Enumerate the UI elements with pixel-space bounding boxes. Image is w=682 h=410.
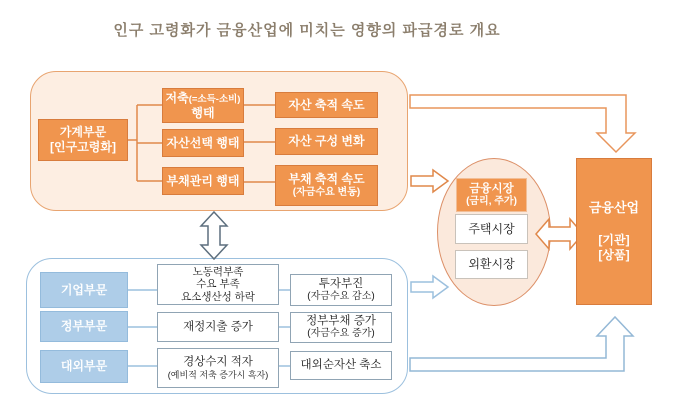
external-result-label: 대외순자산 축소 (300, 359, 382, 372)
financial-industry-products: [상품] (598, 247, 630, 262)
household-to-industry-elbow-arrow-icon (410, 95, 635, 152)
corporate-effect-line1: 노동력부족 (192, 265, 244, 278)
corporate-result-line1: 투자부진 (318, 277, 364, 290)
external-effect-line1: 경상수지 적자 (183, 356, 253, 369)
housing-market-label: 주택시장 (468, 221, 515, 236)
savings-behavior-box (162, 88, 244, 123)
savings-line2: 행태 (191, 105, 215, 120)
household-sector-box (38, 119, 128, 161)
savings-line1 (166, 91, 241, 106)
debt-management-label: 부채관리 행태 (166, 173, 240, 188)
household-to-market-arrow-icon (411, 170, 448, 192)
sectors-to-industry-elbow-arrow-icon (410, 317, 633, 371)
corporate-effect-line3: 요소생산성 하락 (181, 290, 255, 303)
fx-market-box (455, 250, 528, 279)
debt-accumulation-line1: 부채 축적 속도 (288, 171, 365, 186)
household-label-line1: 가계부문 (59, 125, 107, 139)
debt-management-behavior-box (162, 167, 244, 195)
asset-choice-label: 자산선택 행태 (166, 135, 240, 150)
corporate-effect-line2: 수요 부족 (196, 278, 240, 291)
financial-market-box (456, 178, 527, 212)
asset-accumulation-speed-box (275, 92, 378, 118)
government-effect-label: 재정지출 증가 (183, 320, 253, 333)
external-sector-label: 대외부문 (60, 359, 108, 373)
debt-accumulation-line2: (자금수요 변동) (292, 186, 361, 198)
government-effect-box (157, 312, 279, 342)
financial-industry-box (576, 158, 652, 305)
diagram-title: 인구 고령화가 금융산업에 미치는 영향의 파급경로 개요 (113, 22, 501, 39)
debt-accumulation-speed-box (275, 165, 378, 206)
government-result-line1: 정부부채 증가 (306, 315, 376, 328)
sectors-to-market-arrow-icon (411, 276, 448, 298)
asset-choice-behavior-box (162, 129, 244, 157)
fx-market-label: 외환시장 (468, 257, 515, 271)
government-sector-label: 정부부문 (60, 319, 108, 333)
corporate-sector-label: 기업부문 (60, 282, 108, 297)
external-sector-box (40, 350, 128, 383)
corporate-sector-box (40, 272, 128, 308)
savings-main: 저축 (165, 90, 189, 105)
savings-formula: (=소득-소비) (188, 93, 241, 105)
government-sector-box (40, 311, 128, 342)
external-effect-line2: (예비적 저축 증가시 흑자) (167, 369, 269, 380)
corporate-result-box (290, 274, 392, 306)
household-sectors-double-arrow-icon (201, 212, 227, 259)
government-result-box (290, 312, 392, 343)
asset-composition-label: 자산 구성 변화 (288, 134, 365, 148)
external-effect-box (157, 348, 279, 388)
financial-market-line2: (금리, 주가) (466, 195, 517, 207)
household-label-line2: [인구고령화] (50, 140, 116, 154)
financial-industry-title: 금융산업 (588, 200, 640, 216)
financial-industry-institutions: [기관] (598, 232, 630, 247)
government-result-line2: (자금수요 증가) (307, 328, 375, 340)
external-result-box (290, 351, 392, 380)
asset-composition-change-box (275, 128, 378, 155)
corporate-effect-box (157, 264, 279, 305)
asset-accumulation-label: 자산 축적 속도 (288, 97, 365, 112)
financial-market-line1: 금융시장 (469, 182, 514, 195)
corporate-result-line2: (자금수요 감소) (307, 290, 375, 302)
housing-market-box (455, 214, 528, 244)
